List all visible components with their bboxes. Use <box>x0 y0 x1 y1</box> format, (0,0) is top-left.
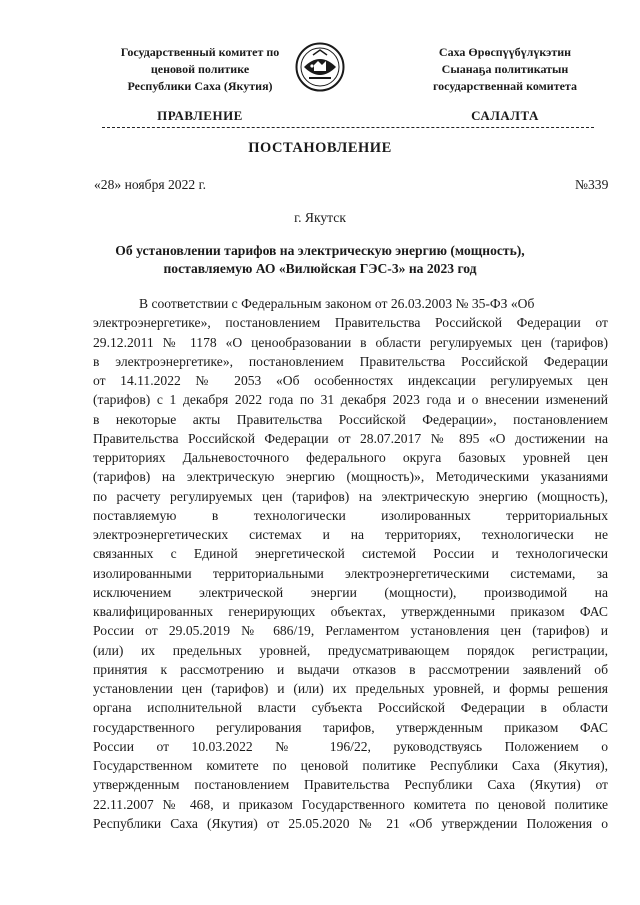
header-right-subtitle: САЛАЛТА <box>471 108 539 123</box>
document-body <box>93 294 608 833</box>
header-right-line: государственнай комитета <box>433 79 577 93</box>
body-line: по расчету регулируемых цен (тарифов) на электрическую энергию (мощность), <box>93 488 608 504</box>
header-right-line: Сыанаҕа политикатын <box>441 62 569 76</box>
coat-of-arms-emblem <box>295 42 345 97</box>
body-line: (тарифов) с 1 декабря 2022 года по 31 декабря 2023 года и о внесении изменений <box>93 392 608 408</box>
document-title-line: поставляемую АО «Вилюйская ГЭС-3» на 2023 год <box>163 261 477 276</box>
header-right-line: Саха Өрөспүүбүлүкэтин <box>438 45 572 59</box>
body-line: (или) их предельных уровней, предусматривающем порядок регистрации, <box>93 642 608 658</box>
body-line: в электроэнергетике», постановлением Правительства Российской Федерации <box>93 353 608 369</box>
body-line: Правительства Российской Федерации от 28.07.2017 № 895 «О достижении на <box>93 430 608 446</box>
body-line: от 14.11.2022 № 2053 «Об особенностях индексации регулируемых цен <box>93 373 608 388</box>
body-line: России от 10.03.2022 № 196/22, руководствуясь Положением о <box>93 738 608 754</box>
header-left-line: Республики Саха (Якутия) <box>127 79 273 93</box>
body-line: государственного регулирования тарифов, утвержденным приказом ФАС <box>93 719 608 735</box>
document-place: г. Якутск <box>294 210 346 225</box>
body-line: (тарифов) на электрическую энергию (мощность)», Методическими указаниями <box>93 469 608 485</box>
document-title-line: Об установлении тарифов на электрическую энергию (мощность), <box>115 243 525 258</box>
header-left-authority <box>100 44 300 95</box>
body-line: исключением электрической энергии (мощности), производимой на <box>93 584 608 600</box>
body-line: В соответствии с Федеральным законом от 26.03.2003 № 35-ФЗ «Об <box>139 296 535 311</box>
body-line: 29.12.2011 № 1178 «О ценообразовании в области регулируемых цен (тарифов) <box>93 334 608 350</box>
header-left-subtitle: ПРАВЛЕНИЕ <box>157 108 243 123</box>
document-date: «28» ноября 2022 г. <box>94 177 207 192</box>
body-line: квалифицированных генерирующих объектах, утвержденными приказом ФАС <box>93 604 608 619</box>
body-line: Государственном комитете по ценовой политике Республики Саха (Якутия), <box>93 758 608 773</box>
header-divider <box>102 127 594 128</box>
body-line: 22.11.2007 № 468, и приказом Государственного комитета по ценовой политике <box>93 796 608 812</box>
document-type-heading: ПОСТАНОВЛЕНИЕ <box>248 140 392 156</box>
body-line: России от 29.05.2019 № 686/19, Регламентом установления цен (тарифов) и <box>93 623 608 639</box>
body-line: поставляемую в технологически изолированных территориальных <box>93 507 608 523</box>
sakha-coat-of-arms-icon <box>295 42 345 92</box>
body-line: территориях Дальневосточного федерального округа базовых уровней цен <box>93 450 608 465</box>
document-title <box>80 242 560 278</box>
body-line: утвержденным постановлением Правительства Республики Саха (Якутия) от <box>93 777 608 793</box>
body-line: в некоторые акты Правительства Российской Федерации», постановлением <box>93 411 608 427</box>
document-number: №339 <box>575 177 609 192</box>
body-line: Республики Саха (Якутия) от 25.05.2020 № 21 «Об утверждении Положения о <box>93 815 608 831</box>
body-line: установлении цен (тарифов) и (или) их предельных уровней, и формы решения <box>93 681 608 696</box>
header-left-line: Государственный комитет по <box>120 45 280 59</box>
body-line: электроэнергетических системах и на территориях, технологически не <box>93 527 608 542</box>
body-line: органа исполнительной власти субъекта Российской Федерации в области <box>93 700 608 716</box>
header-right-authority <box>395 44 615 95</box>
body-line: изолированными территориальными электроэнергетическими системами, за <box>93 565 608 581</box>
body-line: связанных с Единой энергетической системой России и технологически <box>93 546 608 562</box>
body-line: принятия к рассмотрению и выдачи отказов в рассмотрении заявлений об <box>93 661 608 677</box>
header-left-line: ценовой политике <box>150 62 250 76</box>
body-line: электроэнергетике», постановлением Правительства Российской Федерации от <box>93 315 608 331</box>
